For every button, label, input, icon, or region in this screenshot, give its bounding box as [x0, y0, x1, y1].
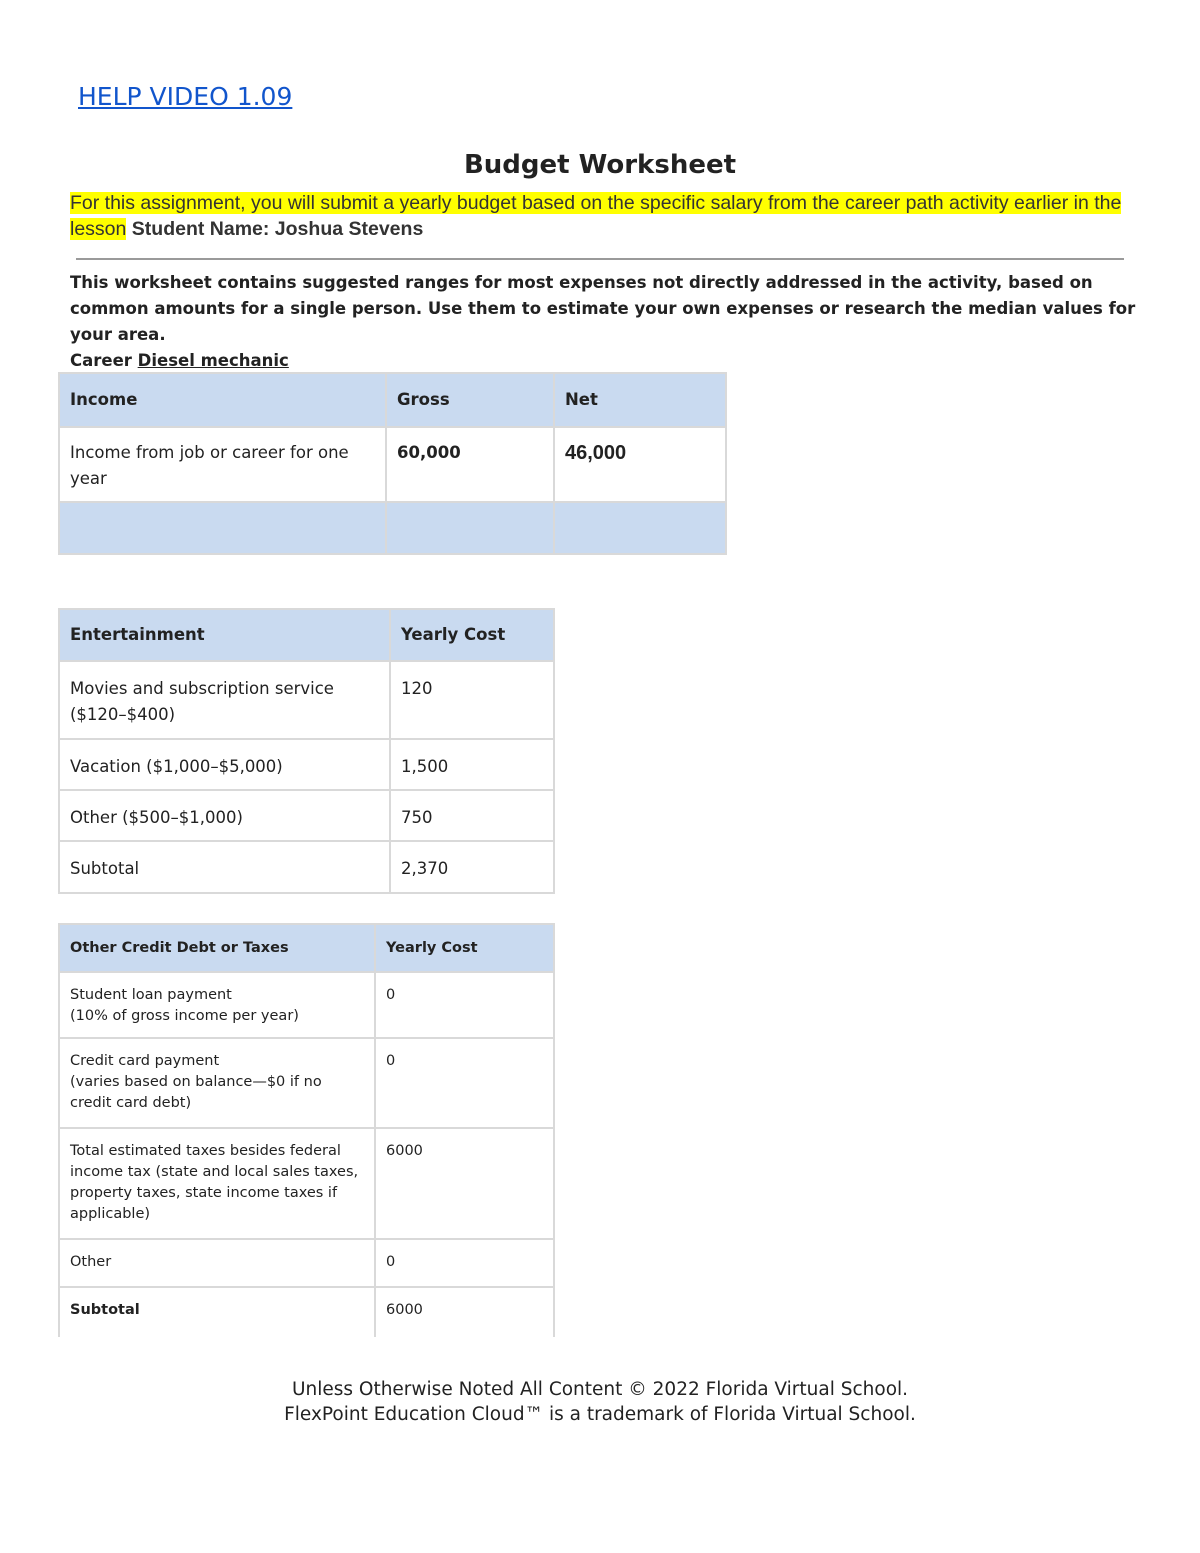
assignment-intro	[70, 190, 1130, 242]
net-value[interactable]: 46,000	[554, 427, 726, 502]
expense-note: (varies based on balance—$0 if no credit card debt)	[70, 1074, 322, 1111]
expense-label: Vacation ($1,000–$5,000)	[59, 739, 390, 790]
expense-label	[59, 972, 375, 1038]
income-header-row	[59, 373, 726, 427]
table-row	[59, 1128, 554, 1239]
expense-cost[interactable]: 0	[375, 972, 554, 1038]
assignment-instructions: For this assignment, you will submit a yearly budget based on the specific salary from the career path activity earlier in the lesson	[70, 192, 1122, 240]
income-label: Income from job or career for one year	[59, 427, 386, 502]
expense-label	[59, 1038, 375, 1128]
career-value: Diesel mechanic	[137, 351, 289, 370]
table-row	[59, 661, 554, 739]
table-row	[59, 841, 554, 893]
income-table	[58, 372, 727, 555]
gross-value[interactable]: 60,000	[386, 427, 554, 502]
divider	[76, 258, 1124, 260]
expense-cost[interactable]: 1,500	[390, 739, 554, 790]
expense-label: Total estimated taxes besides federal income tax (state and local sales taxes, property taxes, state income taxes if applicable)	[59, 1128, 375, 1239]
yearly-cost-header: Yearly Cost	[390, 609, 554, 661]
debt-header: Other Credit Debt or Taxes	[59, 924, 375, 972]
yearly-cost-header: Yearly Cost	[375, 924, 554, 972]
expense-cost[interactable]: 750	[390, 790, 554, 841]
table-row	[59, 427, 726, 502]
blank-cell[interactable]	[386, 502, 554, 554]
expense-note: (10% of gross income per year)	[70, 1008, 299, 1024]
subtotal-value[interactable]: 6000	[375, 1287, 554, 1337]
help-video-link[interactable]: HELP VIDEO 1.09	[78, 82, 293, 111]
expense-label: Movies and subscription service ($120–$400)	[59, 661, 390, 739]
table-row	[59, 790, 554, 841]
trademark-line: FlexPoint Education Cloud™ is a trademark of Florida Virtual School.	[284, 1404, 916, 1425]
subtotal-label: Subtotal	[59, 841, 390, 893]
credit-debt-taxes-table	[58, 923, 555, 1337]
income-header: Income	[59, 373, 386, 427]
student-name: Student Name: Joshua Stevens	[126, 218, 424, 240]
entertainment-header-row	[59, 609, 554, 661]
career-label: Career	[70, 351, 138, 370]
table-row	[59, 1239, 554, 1287]
description-text: This worksheet contains suggested ranges for most expenses not directly addressed in the activity, based on common amounts for a single person. Use them to estimate your own expenses or research the median values for your area.	[70, 273, 1136, 344]
expense-title: Credit card payment	[70, 1053, 220, 1069]
table-row	[59, 972, 554, 1038]
expense-cost[interactable]: 6000	[375, 1128, 554, 1239]
expense-cost[interactable]: 0	[375, 1038, 554, 1128]
table-row	[59, 1038, 554, 1128]
entertainment-header: Entertainment	[59, 609, 390, 661]
entertainment-table	[58, 608, 555, 894]
page-title: Budget Worksheet	[463, 150, 737, 180]
expense-label: Other ($500–$1,000)	[59, 790, 390, 841]
expense-cost[interactable]: 120	[390, 661, 554, 739]
table-row	[59, 1287, 554, 1337]
net-header: Net	[554, 373, 726, 427]
expense-label: Other	[59, 1239, 375, 1287]
expense-title: Student loan payment	[70, 987, 232, 1003]
worksheet-description	[70, 270, 1140, 374]
blank-cell[interactable]	[59, 502, 386, 554]
gross-header: Gross	[386, 373, 554, 427]
debt-header-row	[59, 924, 554, 972]
subtotal-label: Subtotal	[59, 1287, 375, 1337]
blank-row	[59, 502, 726, 554]
expense-cost[interactable]: 0	[375, 1239, 554, 1287]
copyright-line: Unless Otherwise Noted All Content © 2022 Florida Virtual School.	[291, 1379, 909, 1400]
table-row	[59, 739, 554, 790]
subtotal-value[interactable]: 2,370	[390, 841, 554, 893]
blank-cell[interactable]	[554, 502, 726, 554]
